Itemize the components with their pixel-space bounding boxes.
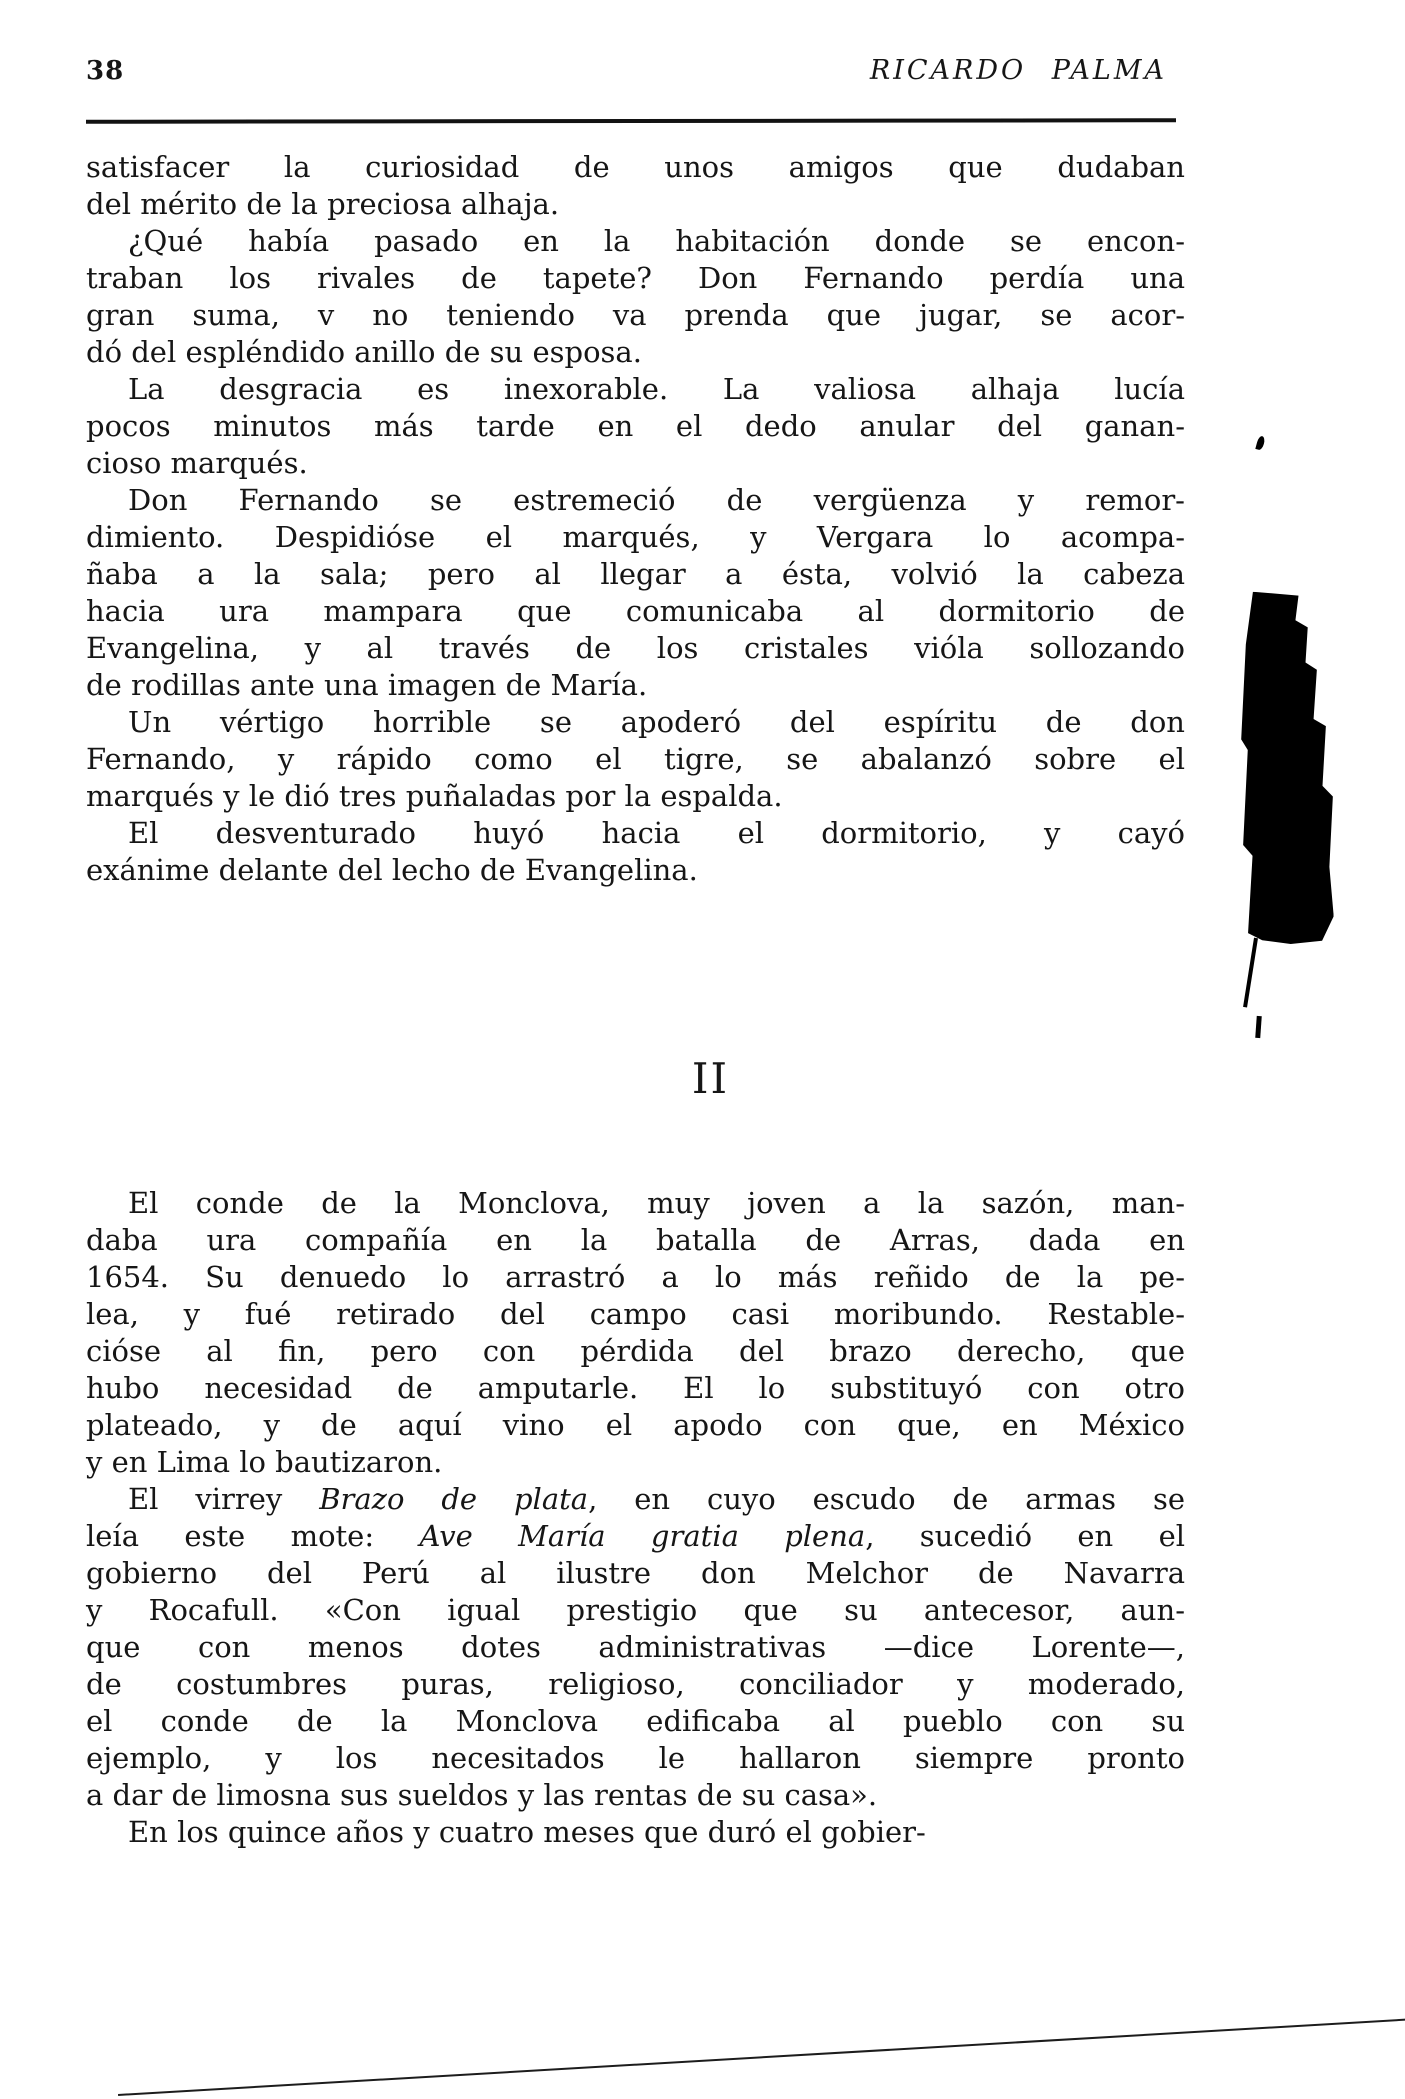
text-run: traban los rivales de tapete? Don Fernando perdía una <box>86 261 1185 295</box>
text-run: marqués y le dió tres puñaladas por la espalda. <box>86 779 783 813</box>
paragraph <box>86 149 1185 223</box>
text-line <box>86 1185 1185 1222</box>
text-line <box>86 1740 1185 1777</box>
text-line <box>86 1518 1185 1555</box>
text-line <box>86 815 1185 852</box>
text-line <box>86 630 1185 667</box>
paragraph <box>86 223 1185 371</box>
text-line <box>86 778 1185 815</box>
text-run: leía este mote: <box>86 1519 420 1553</box>
text-line <box>86 297 1185 334</box>
text-run: pocos minutos más tarde en el dedo anular del ganan- <box>86 409 1185 443</box>
text-run: , sucedió en el <box>865 1519 1186 1553</box>
text-run: En los quince años y cuatro meses que duró el gobier- <box>128 1815 926 1849</box>
text-run: plateado, y de aquí vino el apodo con que, en México <box>86 1408 1185 1442</box>
text-run: El conde de la Monclova, muy joven a la sazón, man- <box>128 1186 1185 1220</box>
text-run: de rodillas ante una imagen de María. <box>86 668 648 702</box>
text-run: cióse al fin, pero con pérdida del brazo derecho, que <box>86 1334 1185 1368</box>
text-run: , en cuyo escudo de armas se <box>588 1482 1185 1516</box>
text-line <box>86 445 1185 482</box>
text-run: 1654. Su denuedo lo arrastró a lo más reñido de la pe- <box>86 1260 1185 1294</box>
text-run-italic: Brazo de plata <box>319 1482 589 1516</box>
text-line <box>86 1444 1185 1481</box>
text-line <box>86 1629 1185 1666</box>
text-run: ñaba a la sala; pero al llegar a ésta, volvió la cabeza <box>86 557 1185 591</box>
text-run: satisfacer la curiosidad de unos amigos que dudaban <box>86 150 1185 184</box>
text-run: hacia ura mampara que comunicaba al dormitorio de <box>86 594 1185 628</box>
text-line <box>86 1666 1185 1703</box>
text-run: y en Lima lo bautizaron. <box>86 1445 443 1479</box>
paragraph <box>86 815 1185 889</box>
text-line <box>86 1481 1185 1518</box>
section-heading: II <box>691 1054 730 1103</box>
paragraph <box>86 482 1185 704</box>
text-run: Don Fernando se estremeció de vergüenza y remor- <box>128 483 1185 517</box>
text-line <box>86 186 1185 223</box>
text-line <box>86 1814 1185 1851</box>
running-header-title: RICARDO PALMA <box>869 55 1167 86</box>
text-line <box>86 334 1185 371</box>
text-line <box>86 371 1185 408</box>
text-run: y Rocafull. «Con igual prestigio que su antecesor, aun- <box>86 1593 1185 1627</box>
text-line <box>86 482 1185 519</box>
text-line <box>86 704 1185 741</box>
text-line <box>86 1370 1185 1407</box>
text-run: Un vértigo horrible se apoderó del espíritu de don <box>128 705 1185 739</box>
text-line <box>86 593 1185 630</box>
text-run: gobierno del Perú al ilustre don Melchor de Navarra <box>86 1556 1185 1590</box>
text-run: el conde de la Monclova edificaba al pueblo con su <box>86 1704 1185 1738</box>
text-run: a dar de limosna sus sueldos y las rentas de su casa». <box>86 1778 878 1812</box>
page-body <box>86 149 1185 1851</box>
text-line <box>86 852 1185 889</box>
text-line <box>86 149 1185 186</box>
text-run: que con menos dotes administrativas —dice Lorente—, <box>86 1630 1185 1664</box>
text-line <box>86 1407 1185 1444</box>
text-run: hubo necesidad de amputarle. El lo substituyó con otro <box>86 1371 1185 1405</box>
paragraph <box>86 1481 1185 1814</box>
text-run: daba ura compañía en la batalla de Arras, dada en <box>86 1223 1185 1257</box>
text-run: del mérito de la preciosa alhaja. <box>86 187 560 221</box>
text-line <box>86 556 1185 593</box>
text-line <box>86 667 1185 704</box>
text-line <box>86 1222 1185 1259</box>
text-run: El desventurado huyó hacia el dormitorio, y cayó <box>128 816 1185 850</box>
text-line <box>86 1555 1185 1592</box>
text-line <box>86 1703 1185 1740</box>
paragraph <box>86 1185 1185 1481</box>
text-line <box>86 519 1185 556</box>
text-run: gran suma, v no teniendo va prenda que jugar, se acor- <box>86 298 1185 332</box>
text-run: La desgracia es inexorable. La valiosa alhaja lucía <box>128 372 1185 406</box>
text-run: cioso marqués. <box>86 446 308 480</box>
text-run-italic: Ave María gratia plena <box>419 1519 866 1553</box>
text-run: exánime delante del lecho de Evangelina. <box>86 853 698 887</box>
text-run: ejemplo, y los necesitados le hallaron siempre pronto <box>86 1741 1185 1775</box>
text-run: Fernando, y rápido como el tigre, se abalanzó sobre el <box>86 742 1185 776</box>
text-run: Evangelina, y al través de los cristales vióla sollozando <box>86 631 1185 665</box>
header-rule <box>86 118 1176 124</box>
text-run: ¿Qué había pasado en la habitación donde se encon- <box>128 224 1185 258</box>
text-run: dó del espléndido anillo de su esposa. <box>86 335 642 369</box>
text-line <box>86 223 1185 260</box>
paragraph <box>86 704 1185 815</box>
text-line <box>86 1333 1185 1370</box>
text-line <box>86 1592 1185 1629</box>
paragraph <box>86 371 1185 482</box>
paragraph <box>86 1814 1185 1851</box>
text-line <box>86 260 1185 297</box>
text-line <box>86 408 1185 445</box>
text-line <box>86 1259 1185 1296</box>
text-run: dimiento. Despidióse el marqués, y Vergara lo acompa- <box>86 520 1185 554</box>
text-run: El virrey <box>128 1482 320 1516</box>
text-line <box>86 741 1185 778</box>
page-header <box>86 55 1185 89</box>
text-line <box>86 1296 1185 1333</box>
text-run: de costumbres puras, religioso, conciliador y moderado, <box>86 1667 1185 1701</box>
text-line <box>86 1777 1185 1814</box>
page-number: 38 <box>86 56 125 86</box>
text-run: lea, y fué retirado del campo casi moribundo. Restable- <box>86 1297 1185 1331</box>
